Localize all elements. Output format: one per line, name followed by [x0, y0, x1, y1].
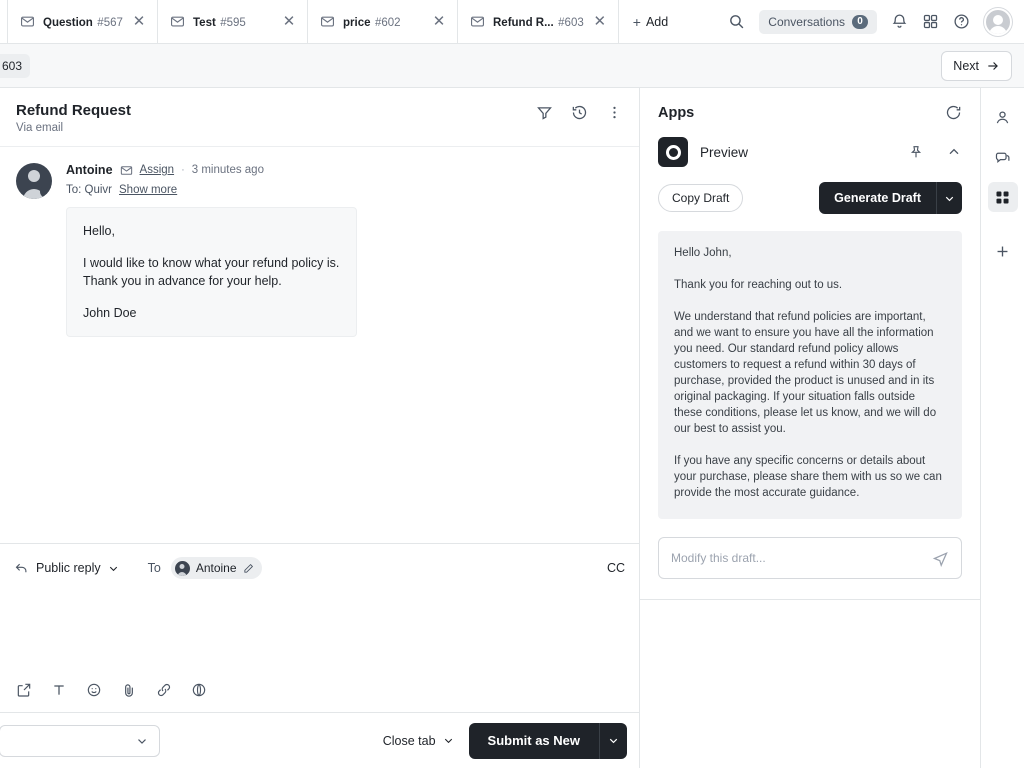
tab-title: Question	[43, 16, 93, 29]
message-to: To: Quivr	[66, 184, 113, 196]
close-icon[interactable]: ✕	[593, 13, 607, 30]
conversations-pill[interactable]	[759, 10, 877, 34]
tab-text	[43, 13, 123, 31]
message-line-1: Hello,	[83, 224, 115, 238]
assign-link[interactable]: Assign	[139, 164, 175, 176]
edit-pencil-icon[interactable]	[243, 563, 254, 574]
conversation-actions	[536, 102, 623, 121]
mail-icon	[320, 14, 335, 29]
arrow-right-icon	[986, 59, 1000, 73]
apps-title: Apps	[658, 104, 695, 121]
draft-paragraph-4: If you have any specific concerns or details about your purchase, please share them with us so we can provide the most accurate guidance.	[674, 455, 942, 499]
sub-bar	[0, 44, 1024, 88]
mail-icon	[470, 14, 485, 29]
tab-price-602[interactable]	[308, 0, 458, 43]
more-vertical-icon[interactable]	[606, 104, 623, 121]
tab-title: Test	[193, 16, 216, 29]
bottom-bar	[0, 712, 639, 768]
add-tab-label: Add	[645, 14, 669, 29]
body	[0, 88, 1024, 768]
rail-conversations[interactable]	[988, 142, 1018, 172]
mail-icon	[20, 14, 35, 29]
right-rail	[980, 88, 1024, 768]
conversations-count-badge: 0	[852, 15, 868, 29]
tab-id: #595	[220, 16, 246, 29]
app-card-preview	[640, 135, 980, 214]
chevron-down-icon	[107, 562, 120, 575]
breadcrumb[interactable]: 603	[0, 54, 30, 78]
message-line-4: John Doe	[83, 306, 137, 320]
tab-title: Refund R...	[493, 16, 554, 29]
next-label: Next	[953, 58, 979, 73]
mail-icon	[120, 164, 133, 177]
link-icon[interactable]	[156, 682, 172, 698]
message-bubble	[66, 207, 357, 337]
close-tab-label: Close tab	[382, 733, 436, 748]
apps-header	[640, 88, 980, 135]
draft-paragraph-1: Hello John,	[674, 247, 732, 259]
apps-grid-icon[interactable]	[922, 13, 939, 30]
avatar	[16, 163, 52, 199]
message-timestamp: 3 minutes ago	[191, 164, 264, 176]
modify-draft-field[interactable]	[658, 537, 962, 579]
conversation-header-text	[16, 102, 131, 134]
insert-image-icon[interactable]	[16, 682, 32, 698]
text-format-icon[interactable]	[51, 682, 67, 698]
reply-mode-label: Public reply	[36, 561, 101, 575]
page-title: Refund Request	[16, 102, 132, 119]
tab-title: price	[343, 16, 371, 29]
copy-draft-button[interactable]: Copy Draft	[658, 184, 743, 212]
reply-mode-selector[interactable]	[36, 561, 120, 575]
message-item	[0, 163, 639, 337]
tab-text	[493, 13, 584, 31]
chevron-down-icon	[442, 734, 455, 747]
submit-as-new-button[interactable]: Submit as New	[469, 723, 599, 759]
separator: ·	[181, 164, 185, 176]
topbar-actions	[728, 0, 1024, 43]
pin-icon[interactable]	[908, 144, 924, 160]
attachment-icon[interactable]	[121, 682, 137, 698]
reply-text-area[interactable]	[0, 592, 639, 668]
tab-question-567[interactable]	[8, 0, 158, 43]
apps-divider	[640, 599, 980, 600]
tab-id: #602	[374, 16, 401, 29]
tab-test-595[interactable]	[158, 0, 308, 43]
conversation-channel: Via email	[16, 122, 64, 134]
rail-add[interactable]	[988, 236, 1018, 266]
conversation-panel	[0, 88, 640, 768]
history-icon[interactable]	[571, 104, 588, 121]
avatar[interactable]	[984, 8, 1012, 36]
plus-icon: +	[632, 13, 641, 30]
bell-icon[interactable]	[891, 13, 908, 30]
add-tab-button[interactable]	[619, 0, 682, 43]
tab-id: #567	[97, 16, 123, 29]
to-label: To	[147, 561, 161, 575]
next-button[interactable]	[941, 51, 1012, 81]
message-meta	[66, 163, 623, 177]
modify-draft-input[interactable]	[671, 551, 932, 565]
message-recipients	[66, 184, 623, 196]
rail-apps[interactable]	[988, 182, 1018, 212]
search-icon[interactable]	[728, 13, 745, 30]
app-row-actions	[908, 144, 962, 160]
draft-preview	[658, 231, 962, 519]
tab-text	[193, 13, 273, 31]
submit-options-caret[interactable]	[599, 723, 627, 759]
refresh-icon[interactable]	[945, 104, 962, 121]
modify-draft-row	[658, 537, 962, 579]
composer-toolbar	[0, 668, 639, 712]
close-icon[interactable]: ✕	[282, 13, 296, 30]
mail-icon	[170, 14, 185, 29]
quivr-logo-icon	[658, 137, 688, 167]
chevron-down-icon	[135, 734, 149, 748]
knowledge-base-icon[interactable]	[191, 682, 207, 698]
submit-group	[469, 723, 627, 759]
apps-panel	[640, 88, 980, 768]
recipient-name: Antoine	[195, 561, 237, 575]
cc-button[interactable]: CC	[606, 561, 625, 575]
avatar	[175, 561, 190, 576]
show-more-link[interactable]: Show more	[119, 184, 178, 196]
app-actions	[658, 182, 962, 214]
filter-icon[interactable]	[536, 104, 553, 121]
message-body	[66, 163, 623, 337]
conversation-header	[0, 88, 639, 147]
recipient-chip[interactable]	[171, 557, 262, 579]
draft-paragraph-3: We understand that refund policies are important, and we want to ensure you have all the information you need. Our standard refund policy allows customers to request a refund within 30 days of purchase, provided the product is unused and in its original packaging. If your situation falls outside these conditions, please let us know, and we will do our best to assist you.	[674, 311, 937, 435]
help-circle-icon[interactable]	[953, 13, 970, 30]
app-row	[658, 137, 962, 167]
tab-id: #603	[558, 16, 584, 29]
close-tab-button[interactable]	[383, 734, 455, 748]
tab-partial[interactable]	[0, 0, 8, 43]
macro-select[interactable]	[0, 725, 160, 757]
message-author: Antoine	[66, 163, 113, 177]
conversations-label: Conversations	[768, 14, 845, 29]
reply-arrow-icon	[14, 561, 29, 576]
bottom-bar-actions	[383, 723, 627, 759]
reply-composer	[0, 543, 639, 712]
message-line-2: I would like to know what your refund policy is.	[83, 256, 340, 270]
channel-badge-icon	[40, 185, 52, 198]
tab-refund-603[interactable]	[458, 0, 619, 43]
generate-draft-button[interactable]: Generate Draft	[819, 182, 936, 214]
chevron-up-icon[interactable]	[946, 144, 962, 160]
emoji-icon[interactable]	[86, 682, 102, 698]
send-icon[interactable]	[932, 550, 949, 567]
generate-draft-group	[819, 182, 962, 214]
draft-paragraph-2: Thank you for reaching out to us.	[674, 279, 843, 291]
message-line-3: Thank you in advance for your help.	[83, 274, 282, 288]
composer-header	[0, 544, 639, 592]
close-icon[interactable]: ✕	[432, 13, 446, 30]
tab-text	[343, 13, 423, 31]
generate-draft-options-caret[interactable]	[936, 182, 962, 214]
message-list	[0, 147, 639, 543]
rail-contact[interactable]	[988, 102, 1018, 132]
app-name: Preview	[700, 144, 749, 160]
close-icon[interactable]: ✕	[132, 13, 146, 30]
tab-bar	[0, 0, 1024, 44]
